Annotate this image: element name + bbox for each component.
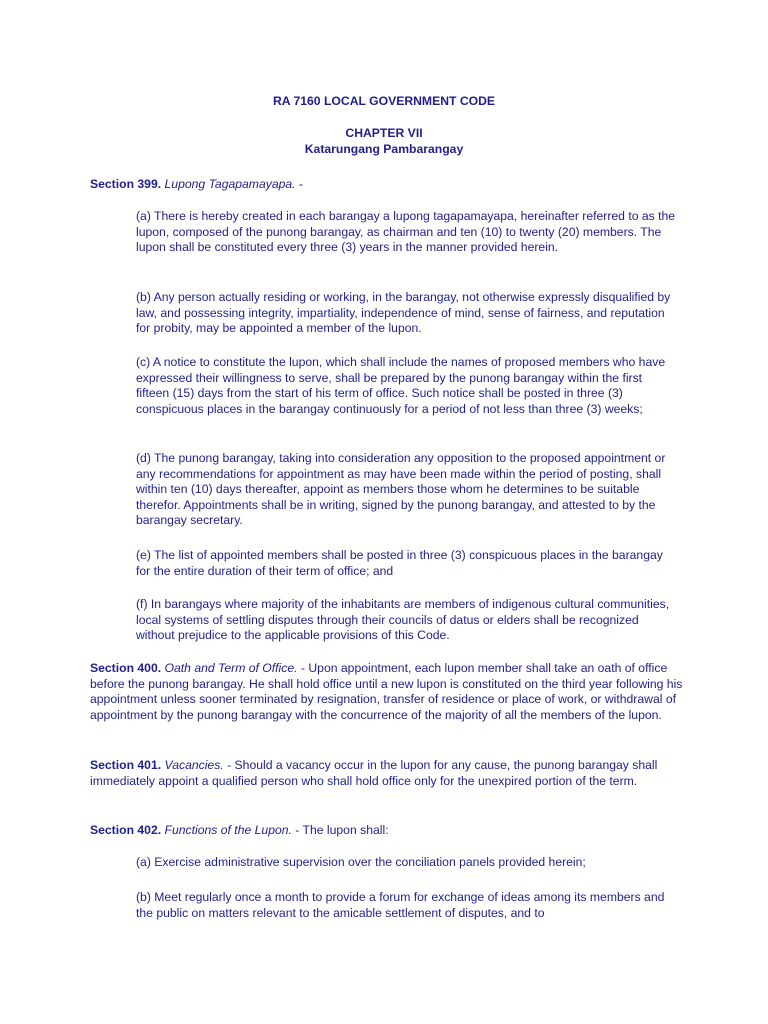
section-text: - bbox=[295, 177, 303, 191]
section-400 bbox=[90, 661, 690, 723]
chapter-heading bbox=[0, 126, 768, 157]
section-title: Vacancies. bbox=[164, 758, 224, 772]
section-number: Section 401. bbox=[90, 758, 162, 772]
chapter-title: Katarungang Pambarangay bbox=[304, 141, 464, 156]
section-title: Oath and Term of Office. bbox=[164, 661, 298, 675]
section-number: Section 399. bbox=[90, 177, 162, 191]
section-text: - Upon appointment, each lupon member shall take an oath of office before the punong barangay. He shall hold office until a new lupon is constituted on the third year following his appointment unless sooner terminated by resignation, transfer of residence or place of work, or withdrawal of appointment by the punong barangay with the concurrence of the majority of all the members of the lupon. bbox=[90, 661, 683, 722]
section-text: - The lupon shall: bbox=[291, 823, 389, 837]
section-399-item-c: (c) A notice to constitute the lupon, which shall include the names of proposed members who have expressed their willingness to serve, shall be prepared by the punong barangay within the first fifteen (15) days from the start of his term of office. Such notice shall be posted in three (3) conspicuous places in the barangay continuously for a period of not less than three (3) weeks; bbox=[136, 355, 666, 416]
section-399-item-a: (a) There is hereby created in each barangay a lupong tagapamayapa, hereinafter referred to as the lupon, composed of the punong barangay, as chairman and ten (10) to twenty (20) members. The lupon shall be constituted every three (3) years in the manner provided herein. bbox=[136, 209, 676, 255]
section-text: - Should a vacancy occur in the lupon for any cause, the punong barangay shall immediately appoint a qualified person who shall hold office only for the unexpired portion of the term. bbox=[90, 758, 658, 788]
section-399-item-b: (b) Any person actually residing or working, in the barangay, not otherwise expressly disqualified by law, and possessing integrity, impartiality, independence of mind, sense of fairness, and reputation for probity, may be appointed a member of the lupon. bbox=[136, 290, 671, 336]
section-402-item-b: (b) Meet regularly once a month to provide a forum for exchange of ideas among its members and the public on matters relevant to the amicable settlement of disputes, and to bbox=[136, 890, 665, 920]
section-399-item-f: (f) In barangays where majority of the inhabitants are members of indigenous cultural communities, local systems of settling disputes through their councils of datus or elders shall be recognized without prejudice to the applicable provisions of this Code. bbox=[136, 597, 670, 643]
section-402-item-a: (a) Exercise administrative supervision over the conciliation panels provided herein; bbox=[136, 855, 586, 869]
section-401 bbox=[90, 758, 690, 789]
section-402-heading bbox=[90, 823, 690, 839]
section-title: Functions of the Lupon. bbox=[164, 823, 292, 837]
section-number: Section 402. bbox=[90, 823, 162, 837]
section-399-item-d: (d) The punong barangay, taking into consideration any opposition to the proposed appointment or any recommendations for appointment as may have been made within the period of posting, shall within ten (10) days thereafter, appoint as members those whom he determines to be suitable therefor. Appointments shall be in writing, signed by the punong barangay, and attested to by the barangay secretary. bbox=[136, 451, 666, 528]
section-number: Section 400. bbox=[90, 661, 162, 675]
document-title: RA 7160 LOCAL GOVERNMENT CODE bbox=[272, 94, 496, 108]
section-title: Lupong Tagapamayapa. bbox=[164, 177, 296, 191]
chapter-number: CHAPTER VII bbox=[345, 126, 423, 140]
section-399-heading bbox=[90, 177, 690, 193]
section-399-item-e: (e) The list of appointed members shall be posted in three (3) conspicuous places in the barangay for the entire duration of their term of office; and bbox=[136, 548, 663, 578]
